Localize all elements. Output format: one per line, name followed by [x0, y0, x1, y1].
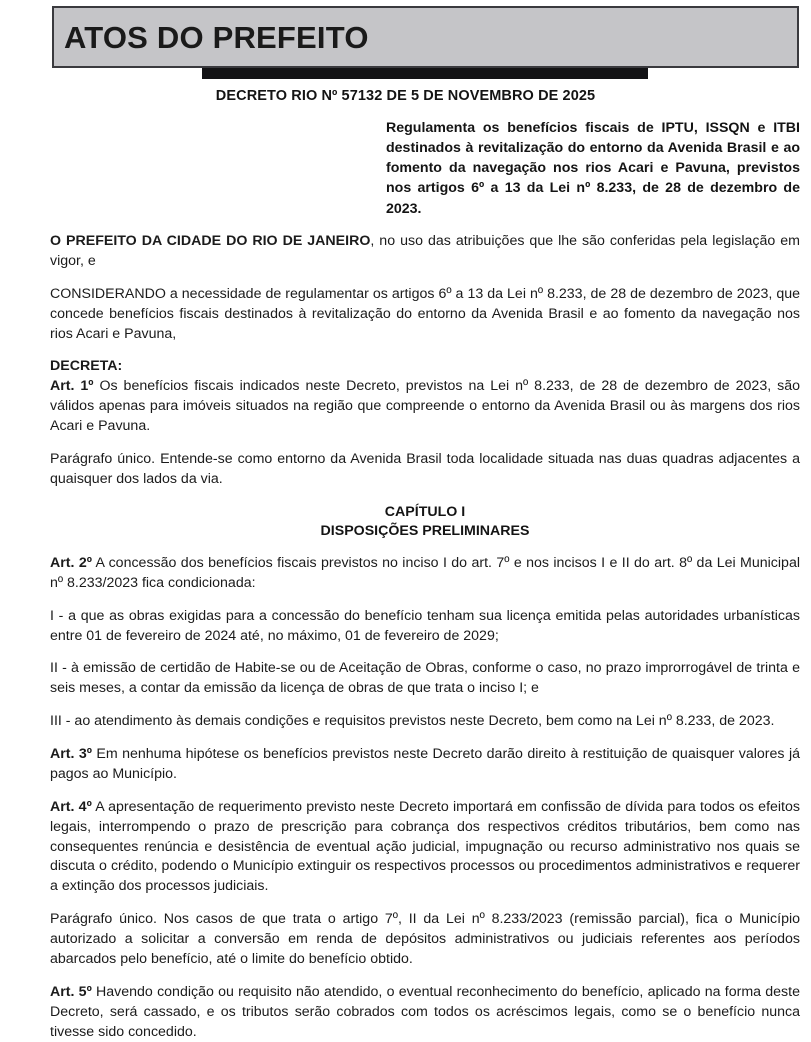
article-1-label: Art. 1º — [50, 378, 94, 395]
article-3 — [50, 745, 800, 785]
article-2-inciso-2: II - à emissão de certidão de Habite-se ou de Aceitação de Obras, conforme o caso, no prazo improrrogável de trinta e seis meses, a contar da emissão da licença de obras de que trata o inciso I; e — [50, 660, 800, 697]
article-5 — [50, 983, 800, 1042]
article-4-text: A apresentação de requerimento previsto neste Decreto importará em confissão de dívida para todos os efeitos legais, interrompendo o prazo de prescrição para cobrança dos respectivos créditos tributários, bem como nas consequentes renúncia e desistência de eventual ação judicial, impugnação ou recurso administrativo nos quais se discuta o crédito, podendo o Município extinguir os respectivos processos ou procedimentos administrativos e requerer a extinção dos processos judiciais. — [50, 798, 800, 895]
article-2-label: Art. 2º — [50, 554, 92, 571]
article-2-inciso-1: I - a que as obras exigidas para a concessão do benefício tenham sua licença emitida pelas autoridades urbanísticas entre 01 de fevereiro de 2024 até, no máximo, 01 de fevereiro de 2029; — [50, 607, 800, 644]
article-4-label: Art. 4º — [50, 798, 92, 815]
article-2 — [50, 554, 800, 594]
chapter-number: CAPÍTULO I — [384, 503, 466, 520]
article-5-text: Havendo condição ou requisito não atendido, o eventual reconhecimento do benefício, aplicado na forma deste Decreto, será cassado, e os tributos serão cobrados com todos os acréscimos legais, como se o benefício nunca tivesse sido concedido. — [50, 983, 800, 1040]
article-4-paragrafo-unico: Parágrafo único. Nos casos de que trata o artigo 7º, II da Lei nº 8.233/2023 (remissão parcial), fica o Município autorizado a solicitar a conversão em renda de depósitos administrativos ou judiciais referentes aos períodos abarcados pelo benefício, até o limite do benefício obtido. — [50, 911, 800, 967]
article-5-label: Art. 5º — [50, 983, 92, 1000]
preamble-considerando: CONSIDERANDO a necessidade de regulamentar os artigos 6º a 13 da Lei nº 8.233, de 28 de dezembro de 2023, que concede benefícios fiscais destinados à revitalização do entorno da Avenida Brasil e ao fomento da navegação nos rios Acari e Pavuna, — [50, 285, 800, 342]
document-body — [50, 232, 800, 1042]
decreta-label — [50, 357, 800, 377]
masthead-banner — [52, 6, 799, 68]
article-4 — [50, 798, 800, 897]
article-1-paragrafo-unico: Parágrafo único. Entende-se como entorno da Avenida Brasil toda localidade situada nas duas quadras adjacentes a quaisquer dos lados da via. — [50, 450, 800, 487]
article-1-text: Os benefícios fiscais indicados neste Decreto, previstos na Lei nº 8.233, de 28 de dezembro de 2023, são válidos apenas para imóveis situados na região que compreende o entorno da Avenida Brasil ou às margens dos rios Acari e Pavuna. — [50, 378, 800, 434]
chapter-name: DISPOSIÇÕES PRELIMINARES — [320, 522, 530, 539]
decree-title: DECRETO RIO Nº 57132 DE 5 DE NOVEMBRO DE 2025 — [215, 88, 596, 104]
article-3-text: Em nenhuma hipótese os benefícios previstos neste Decreto darão direito à restituição de quaisquer valores já pagos ao Município. — [50, 746, 800, 782]
article-1 — [50, 377, 800, 437]
preamble-authority-bold: O PREFEITO DA CIDADE DO RIO DE JANEIRO — [50, 233, 371, 249]
decreta-label-text: DECRETA: — [50, 358, 123, 375]
preamble-authority — [50, 232, 800, 272]
masthead-title: ATOS DO PREFEITO — [64, 19, 369, 55]
article-2-text: A concessão dos benefícios fiscais previstos no inciso I do art. 7º e nos incisos I e II do art. 8º da Lei Municipal nº 8.233/2023 fica condicionada: — [50, 554, 800, 591]
article-2-inciso-3: III - ao atendimento às demais condições e requisitos previstos neste Decreto, bem como na Lei nº 8.233, de 2023. — [50, 713, 775, 730]
decree-ementa: Regulamenta os benefícios fiscais de IPTU, ISSQN e ITBI destinados à revitalização do entorno da Avenida Brasil e ao fomento da navegação nos rios Acari e Pavuna, previstos nos artigos 6º a 13 da Lei nº 8.233, de 28 de dezembro de 2023. — [386, 120, 800, 217]
preamble-authority-rest: , no uso das atribuições que lhe são conferidas pela legislação em vigor, e — [50, 233, 800, 269]
masthead-shadow-bar — [202, 68, 648, 79]
article-3-label: Art. 3º — [50, 746, 92, 763]
chapter-heading — [50, 503, 800, 541]
